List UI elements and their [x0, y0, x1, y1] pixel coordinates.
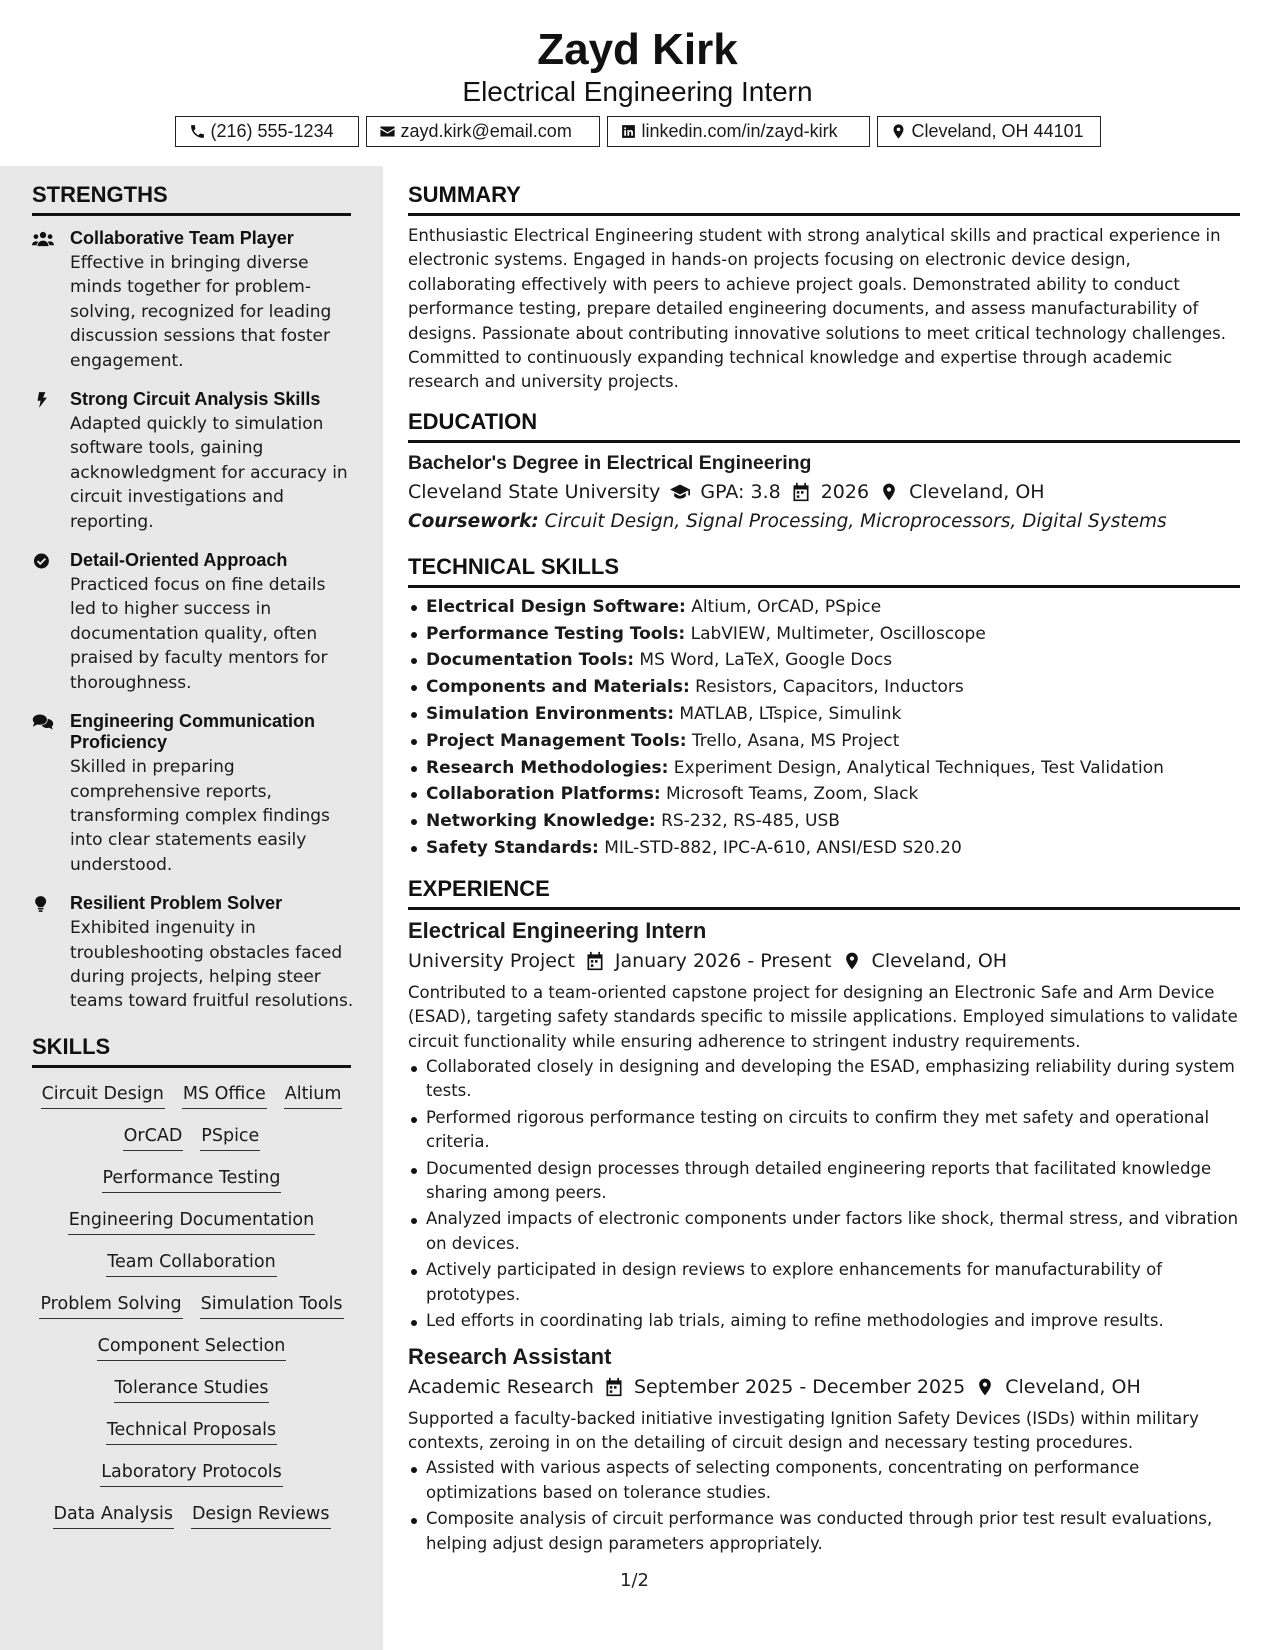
job-meta: [408, 1373, 1240, 1401]
lightbulb-icon: [32, 895, 56, 913]
strength-item: [32, 389, 354, 534]
skill-category: Safety Standards:: [426, 838, 599, 859]
list-item: [408, 647, 1240, 674]
list-item: Led efforts in coordinating lab trials, aiming to refine methodologies and improve results.: [408, 1309, 1240, 1333]
list-item: [408, 594, 1240, 621]
strengths-list: [32, 228, 354, 1014]
job-entry: [408, 918, 1240, 1334]
education-meta: [408, 478, 1240, 506]
summary-text: Enthusiastic Electrical Engineering student with strong analytical skills and practical experience in electronic systems. Engaged in hands-on projects focusing on electronic device design, collaborating effectively with peers to achieve project goals. Demonstrated ability to conduct performance testing, prepare detailed engineering documents, and assess manufacturability of designs. Passionate about contributing innovative solutions to meet critical technology challenges. Committed to continuously expanding technical knowledge and expertise through academic research and university projects.: [408, 226, 1226, 392]
calendar-icon: [791, 482, 811, 502]
job-location: Cleveland, OH: [1005, 1375, 1141, 1398]
contact-linkedin[interactable]: [607, 116, 870, 147]
skill-tag: Circuit Design: [41, 1082, 165, 1109]
skill-tag: Altium: [284, 1082, 343, 1109]
job-org: Academic Research: [408, 1375, 594, 1398]
list-item: Documented design processes through detailed engineering reports that facilitated knowledge sharing among peers.: [408, 1157, 1240, 1206]
skill-tag: Data Analysis: [53, 1502, 174, 1529]
skill-category: Collaboration Platforms:: [426, 784, 661, 805]
email-text: zayd.kirk@email.com: [400, 121, 572, 141]
list-item: [408, 808, 1240, 835]
map-pin-icon: [879, 482, 899, 502]
map-pin-icon: [890, 123, 907, 140]
envelope-icon: [379, 123, 396, 140]
list-item: Composite analysis of circuit performance was conducted through prior test result evaluations, helping adjust design parameters appropriately.: [408, 1507, 1240, 1556]
coursework: [408, 508, 1240, 536]
skill-values: Resistors, Capacitors, Inductors: [689, 677, 964, 698]
list-item: [408, 674, 1240, 701]
linkedin-icon: [620, 123, 637, 140]
resume-header: [0, 0, 1275, 166]
contact-location: [877, 116, 1101, 147]
check-circle-icon: [32, 552, 56, 570]
technical-skills-heading: TECHNICAL SKILLS: [408, 536, 1240, 588]
skill-category: Project Management Tools:: [426, 730, 687, 751]
strength-text: Skilled in preparing comprehensive reports, transforming complex findings into clear statements easily understood.: [70, 757, 330, 875]
skill-tag: OrCAD: [123, 1124, 184, 1151]
skill-tag: Technical Proposals: [106, 1418, 277, 1445]
coursework-list: Circuit Design, Signal Processing, Microprocessors, Digital Systems: [538, 510, 1167, 532]
calendar-icon: [604, 1377, 624, 1397]
school-location: Cleveland, OH: [909, 480, 1045, 503]
technical-skills-list: [408, 594, 1240, 862]
skill-values: MIL-STD-882, IPC-A-610, ANSI/ESD S20.20: [598, 838, 962, 859]
school-name: Cleveland State University: [408, 480, 661, 503]
skill-tag: Design Reviews: [191, 1502, 331, 1529]
strength-item: [32, 893, 354, 1014]
bolt-icon: [32, 391, 56, 409]
skill-tag: Problem Solving: [39, 1292, 182, 1319]
education-heading: EDUCATION: [408, 395, 1240, 443]
strength-title: Strong Circuit Analysis Skills: [70, 389, 321, 410]
job-bullets: [408, 1055, 1240, 1333]
skill-category: Components and Materials:: [426, 677, 690, 698]
skill-tag: MS Office: [182, 1082, 267, 1109]
list-item: [408, 781, 1240, 808]
strength-title: Collaborative Team Player: [70, 228, 294, 248]
job-dates: September 2025 - December 2025: [633, 1375, 966, 1398]
list-item: Collaborated closely in designing and developing the ESAD, emphasizing reliability during system tests.: [408, 1055, 1240, 1104]
skill-values: Experiment Design, Analytical Techniques, Test Validation: [668, 757, 1164, 778]
list-item: Analyzed impacts of electronic components under factors like shock, thermal stress, and vibration on devices.: [408, 1207, 1240, 1256]
skill-tag: Component Selection: [97, 1334, 287, 1361]
strength-text: Exhibited ingenuity in troubleshooting obstacles faced during projects, helping steer teams toward fruitful resolutions.: [70, 918, 354, 1012]
list-item: [408, 835, 1240, 862]
list-item: Actively participated in design reviews to explore enhancements for manufacturability of prototypes.: [408, 1258, 1240, 1307]
graduation-cap-icon: [670, 482, 690, 502]
linkedin-text: linkedin.com/in/zayd-kirk: [641, 121, 838, 141]
job-dates: January 2026 - Present: [614, 949, 832, 972]
skill-category: Simulation Environments:: [426, 704, 675, 725]
job-location: Cleveland, OH: [871, 949, 1008, 972]
strength-text: Effective in bringing diverse minds together for problem-solving, recognized for leading discussion sessions that foster engagement.: [70, 253, 332, 371]
skill-tag: Team Collaboration: [106, 1250, 276, 1277]
job-role: Research Assistant: [408, 1343, 612, 1369]
skill-category: Documentation Tools:: [426, 650, 635, 671]
contact-email[interactable]: [366, 116, 600, 147]
graduation-year: 2026: [820, 480, 870, 503]
candidate-title: Electrical Engineering Intern: [462, 76, 813, 107]
coursework-label: Coursework:: [408, 510, 539, 532]
users-icon: [32, 230, 56, 248]
list-item: [408, 621, 1240, 648]
skill-values: Microsoft Teams, Zoom, Slack: [660, 784, 919, 805]
skill-category: Performance Testing Tools:: [426, 623, 686, 644]
strength-title: Detail-Oriented Approach: [70, 550, 288, 571]
skill-values: Altium, OrCAD, PSpice: [685, 596, 882, 617]
list-item: Performed rigorous performance testing on circuits to confirm they met safety and operational criteria.: [408, 1106, 1240, 1155]
main-column: [408, 166, 1240, 1650]
skills-tags: [32, 1082, 351, 1529]
strengths-heading: STRENGTHS: [32, 166, 351, 216]
strength-title: Resilient Problem Solver: [70, 893, 283, 914]
phone-text: (216) 555-1234: [210, 121, 334, 141]
skill-values: MATLAB, LTspice, Simulink: [674, 704, 902, 725]
list-item: [408, 701, 1240, 728]
experience-heading: EXPERIENCE: [408, 862, 1240, 910]
map-pin-icon: [842, 951, 862, 971]
skill-tag: Tolerance Studies: [114, 1376, 270, 1403]
strength-text: Adapted quickly to simulation software tools, gaining acknowledgment for accuracy in circuit investigations and reporting.: [70, 414, 348, 532]
skill-category: Research Methodologies:: [426, 757, 669, 778]
candidate-name: Zayd Kirk: [537, 25, 738, 74]
skill-tag: PSpice: [200, 1124, 260, 1151]
contact-bar: [0, 116, 1275, 147]
job-entry: [408, 1344, 1240, 1556]
degree-title: Bachelor's Degree in Electrical Engineering: [408, 451, 812, 474]
job-description: Contributed to a team-oriented capstone project for designing an Electronic Safe and Arm Device (ESAD), targeting safety standards specific to missile applications. Employed simulations to validate circuit functionality while ensuring adherence to stringent industry requirements.: [408, 982, 1238, 1051]
page-number: 1/2: [620, 1570, 649, 1591]
list-item: [408, 755, 1240, 782]
job-org: University Project: [408, 949, 575, 972]
phone-icon: [189, 123, 206, 140]
list-item: [408, 728, 1240, 755]
strength-text: Practiced focus on fine details led to higher success in documentation quality, often praised by faculty mentors for thoroughness.: [70, 575, 328, 693]
summary-heading: SUMMARY: [408, 166, 1240, 216]
skill-category: Electrical Design Software:: [426, 596, 686, 617]
map-pin-icon: [975, 1377, 995, 1397]
skill-values: MS Word, LaTeX, Google Docs: [634, 650, 893, 671]
job-role: Electrical Engineering Intern: [408, 917, 707, 943]
skill-values: RS-232, RS-485, USB: [655, 811, 840, 832]
strength-item: [32, 228, 354, 373]
comments-icon: [32, 713, 56, 731]
job-bullets: [408, 1456, 1240, 1556]
list-item: Assisted with various aspects of selecting components, concentrating on performance optimizations based on tolerance studies.: [408, 1456, 1240, 1505]
strength-item: [32, 711, 354, 877]
contact-phone[interactable]: [175, 116, 359, 147]
strength-item: [32, 550, 354, 695]
calendar-icon: [585, 951, 605, 971]
sidebar: [0, 166, 383, 1650]
skill-tag: Laboratory Protocols: [100, 1460, 283, 1487]
skill-values: LabVIEW, Multimeter, Oscilloscope: [685, 623, 986, 644]
job-description: Supported a faculty-backed initiative investigating Ignition Safety Devices (ISDs) within military contexts, zeroing in on the detailing of circuit design and necessary testing procedures.: [408, 1408, 1199, 1452]
job-meta: [408, 947, 1240, 975]
skill-tag: Performance Testing: [102, 1166, 282, 1193]
skill-values: Trello, Asana, MS Project: [686, 730, 900, 751]
skills-heading: SKILLS: [32, 1030, 351, 1068]
skill-tag: Engineering Documentation: [68, 1208, 315, 1235]
strength-title: Engineering Communication Proficiency: [70, 711, 316, 753]
skill-tag: Simulation Tools: [200, 1292, 344, 1319]
skill-category: Networking Knowledge:: [426, 811, 656, 832]
location-text: Cleveland, OH 44101: [911, 121, 1084, 141]
gpa-text: GPA: 3.8: [700, 480, 781, 503]
